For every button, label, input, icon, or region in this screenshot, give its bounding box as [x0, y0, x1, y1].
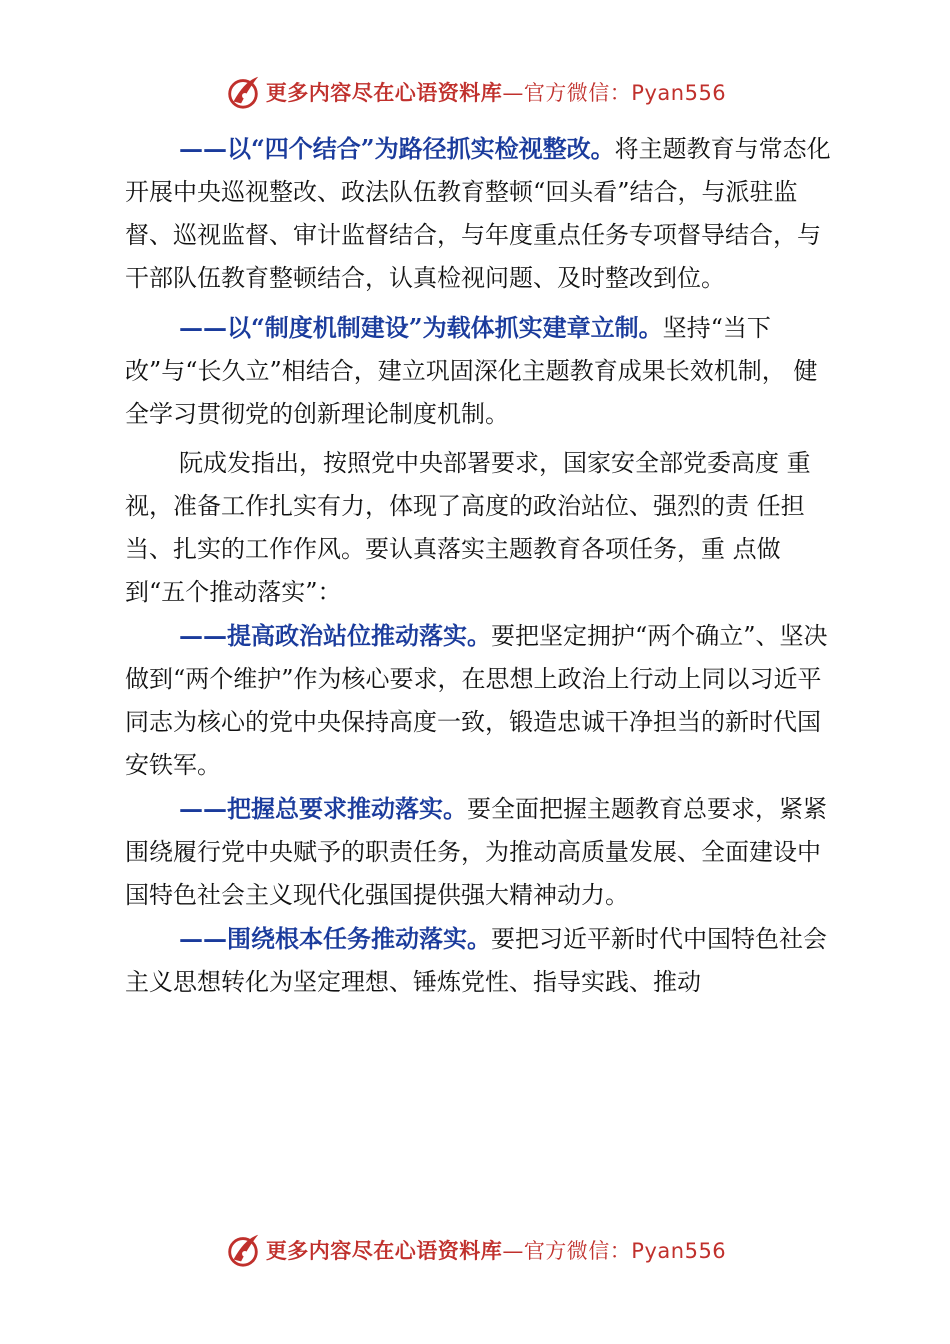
paragraph-5-body: 要全面把握主题教育总要求，紧紧围绕履行党中央赋予的职责任务，为推动高质量发展、全面建设中国特色社会主义现代化强国提供强大精神动力。: [125, 795, 827, 909]
footer-banner: [0, 1228, 950, 1272]
paragraph-2: [125, 306, 837, 436]
brush-logo-icon: [224, 73, 262, 111]
banner-main-text: 更多内容尽在心语资料库: [265, 81, 503, 105]
paragraph-4-heading: ——提高政治站位推动落实。: [179, 621, 491, 650]
paragraph-5: [125, 787, 837, 917]
header-banner: [0, 70, 950, 114]
paragraph-6-heading: ——围绕根本任务推动落实。: [179, 924, 491, 953]
paragraph-4: [125, 614, 837, 787]
paragraph-6-body: 要把习近平新时代中国特色社会主义思想转化为坚定理想、锤炼党性、指导实践、推动: [125, 925, 827, 996]
paragraph-2-body: 坚持“当下改”与“长久立”相结合，建立巩固深化主题教育成果长效机制， 健全学习贯彻党的创新理论制度机制。: [125, 314, 818, 428]
brush-logo-icon: [224, 1231, 262, 1269]
paragraph-1-heading: ——以“四个结合”为路径抓实检视整改。: [179, 134, 615, 163]
footer-banner-sub-text: —官方微信：Pyan556: [502, 1239, 727, 1263]
paragraph-4-body: 要把坚定拥护“两个确立”、坚决做到“两个维护”作为核心要求，在思想上政治上行动上同以习近平同志为核心的党中央保持高度一致，锻造忠诚干净担当的新时代国安铁军。: [125, 622, 828, 779]
paragraph-1-body: 将主题教育与常态化开展中央巡视整改、政法队伍教育整顿“回头看”结合，与派驻监督、巡视监督、审计监督结合，与年度重点任务专项督导结合，与干部队伍教育整顿结合，认真检视问题、及时整改到位。: [125, 135, 831, 292]
paragraph-2-heading: ——以“制度机制建设”为载体抓实建章立制。: [179, 313, 663, 342]
paragraph-3: [125, 442, 837, 614]
document-body: [125, 127, 837, 1004]
paragraph-5-heading: ——把握总要求推动落实。: [179, 794, 467, 823]
paragraph-3-body: 阮成发指出，按照党中央部署要求，国家安全部党委高度 重视，准备工作扎实有力，体现了高度的政治站位、强烈的责 任担当、扎实的工作作风。要认真落实主题教育各项任务，重 点做到“五个推动落实”：: [125, 449, 811, 606]
banner-sub-text: —官方微信：Pyan556: [502, 81, 727, 105]
footer-banner-main-text: 更多内容尽在心语资料库: [265, 1239, 503, 1263]
paragraph-6: [125, 917, 837, 1004]
paragraph-1: [125, 127, 837, 300]
